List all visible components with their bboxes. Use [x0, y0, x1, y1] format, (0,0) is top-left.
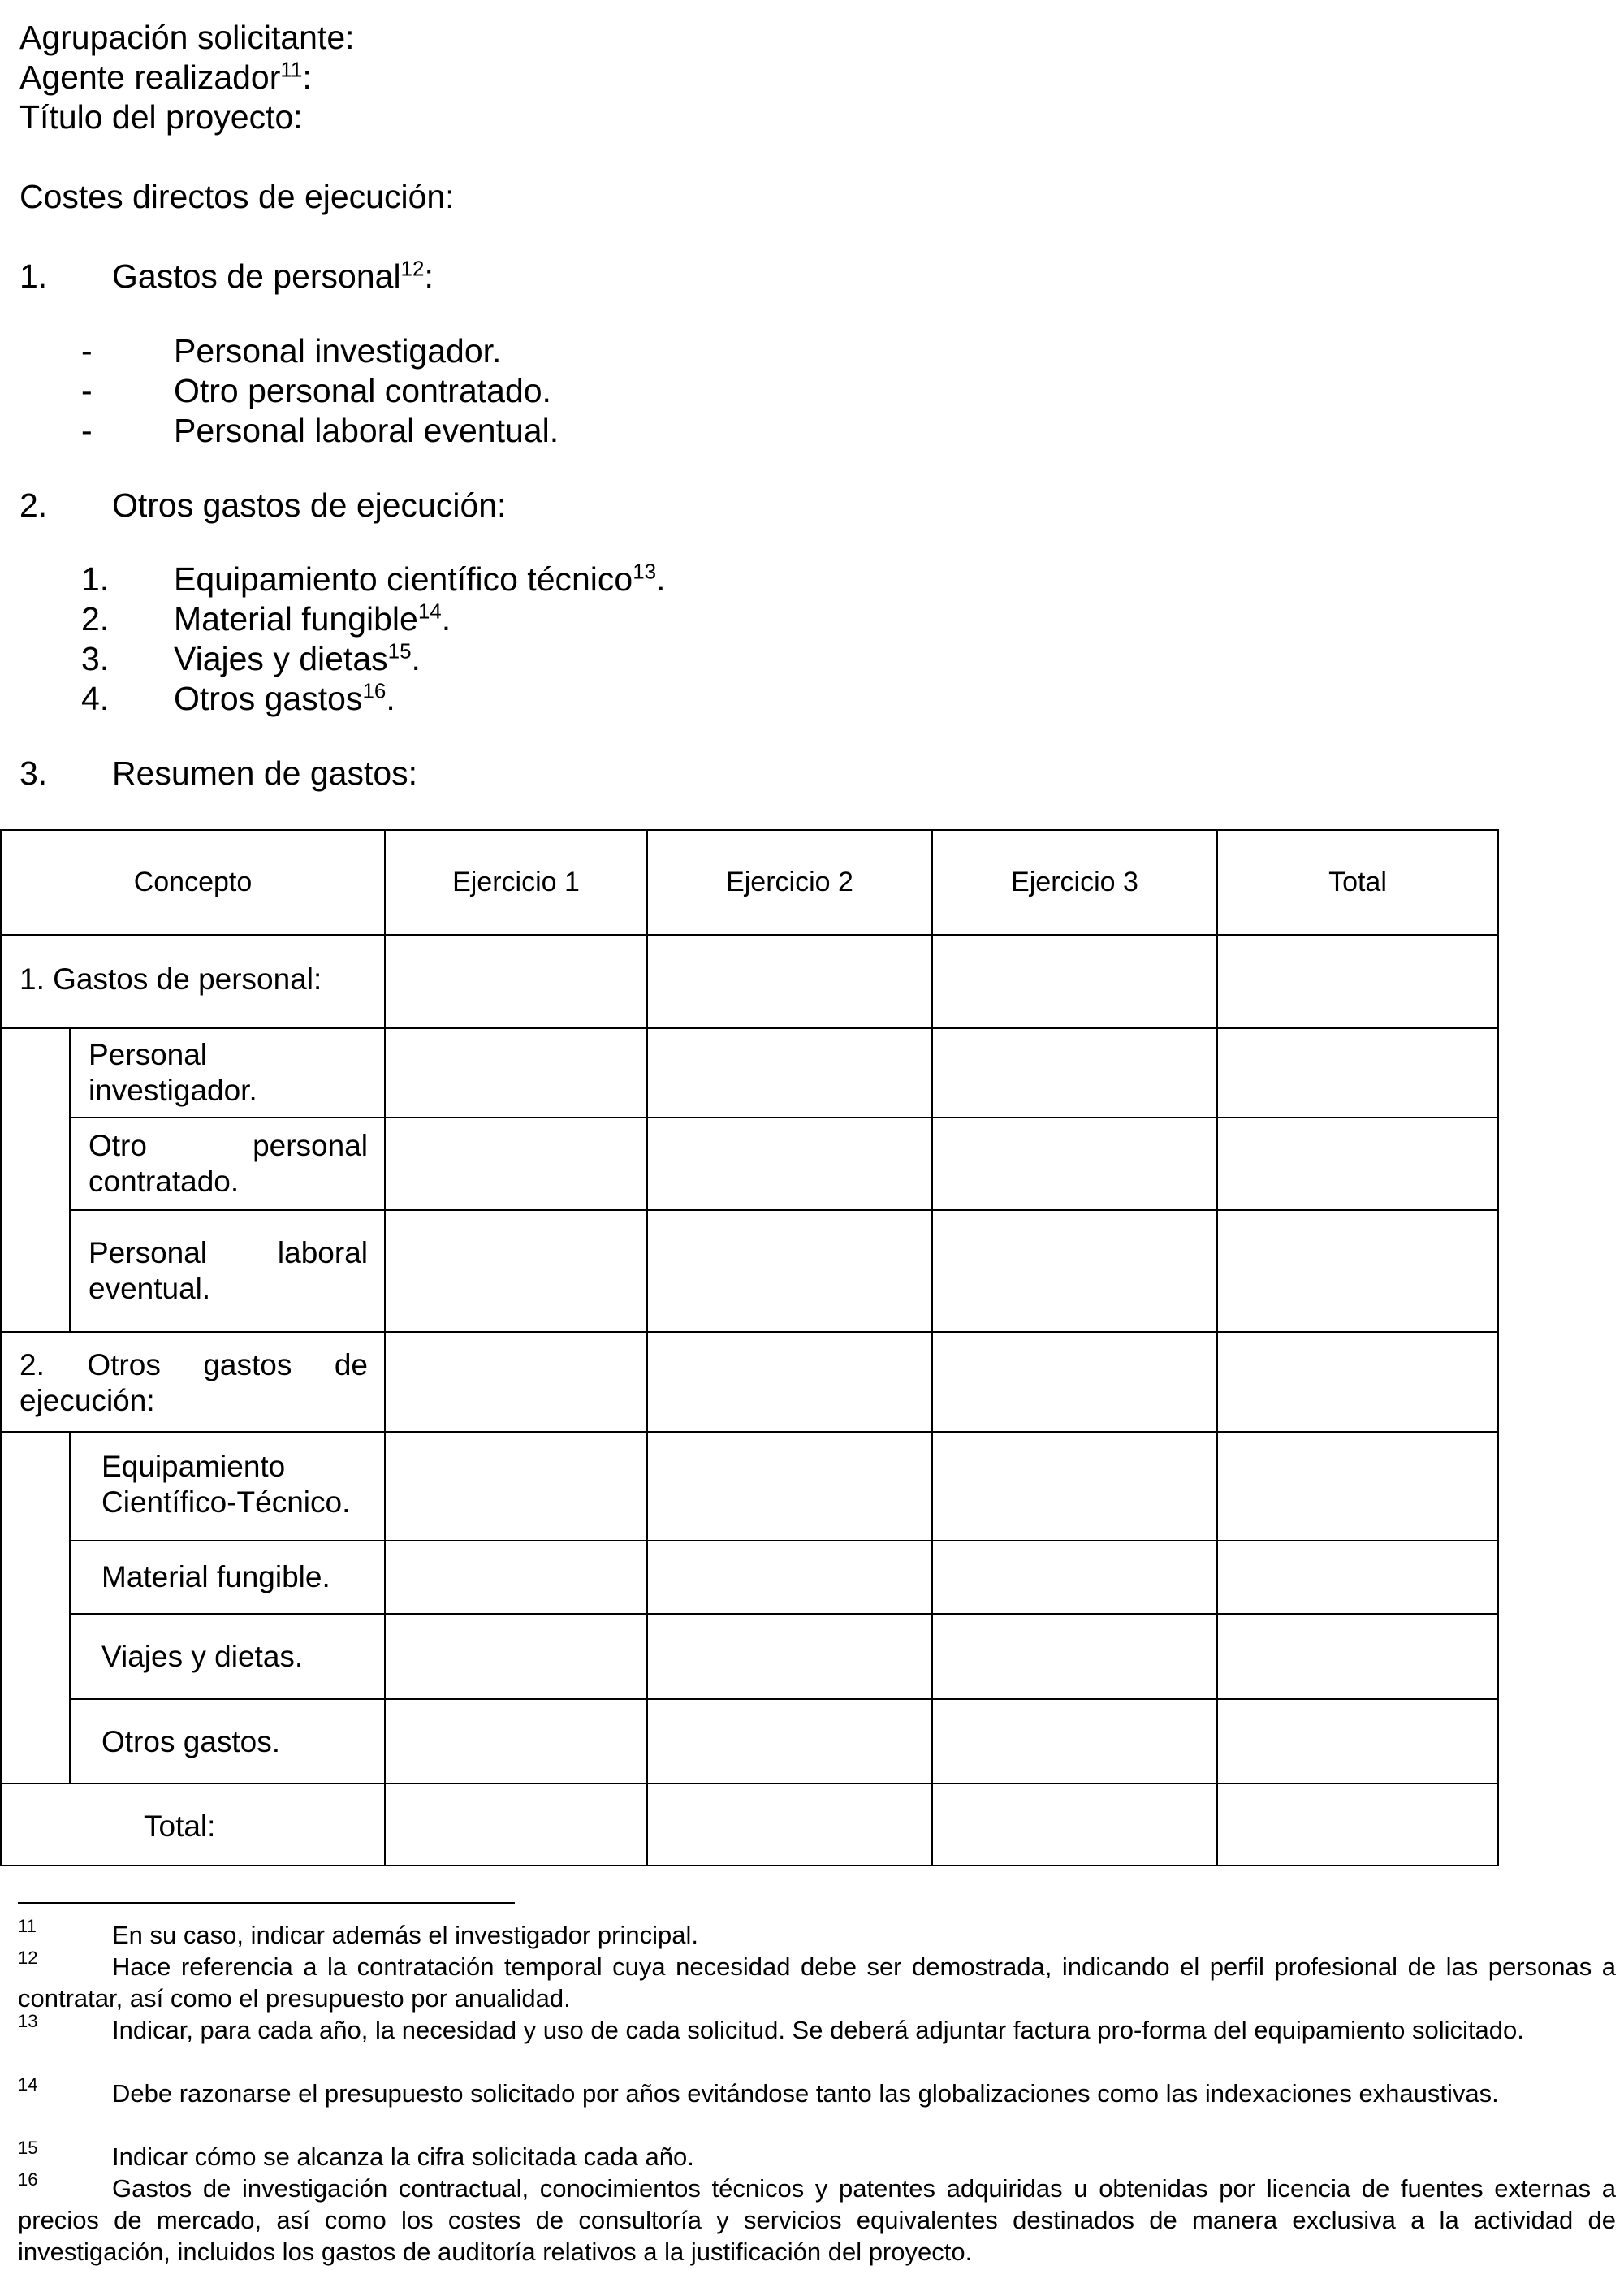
table-cell[interactable] [1216, 1117, 1499, 1211]
list-item-end: . [656, 560, 666, 598]
section1-number: 1. [19, 257, 48, 295]
table-cell[interactable] [1216, 1613, 1499, 1700]
concept-line: investigador. [89, 1074, 257, 1107]
table-cell[interactable] [931, 1209, 1218, 1333]
concept-cell [69, 1698, 386, 1784]
agente-text: Agente realizador [19, 58, 281, 96]
indent-cell [0, 1027, 71, 1333]
concept-line: Personal laboral [89, 1236, 368, 1269]
table-cell[interactable] [384, 1027, 648, 1118]
list-item-label: Material fungible [174, 600, 418, 638]
concept-cell [69, 1540, 386, 1615]
header-total: Total [1216, 829, 1499, 936]
list-item-label: Otros gastos [174, 680, 363, 717]
table-cell[interactable] [384, 1117, 648, 1211]
table-cell[interactable] [931, 1698, 1218, 1784]
table-cell[interactable] [384, 934, 648, 1029]
list-number: 4. [81, 680, 110, 717]
table-cell[interactable] [646, 1027, 933, 1118]
table-cell[interactable] [646, 1331, 933, 1433]
table-cell[interactable] [646, 1117, 933, 1211]
concept-line: eventual. [89, 1272, 211, 1305]
table-cell[interactable] [1216, 1027, 1499, 1118]
footnote-ref: 11 [280, 57, 303, 82]
group-otros-cell [0, 1331, 386, 1433]
total-label: Total: [144, 1810, 216, 1843]
table-cell[interactable] [1216, 1698, 1499, 1784]
table-cell[interactable] [1216, 1540, 1499, 1615]
section2-heading: Otros gastos de ejecución: [112, 486, 507, 524]
table-cell[interactable] [1216, 1783, 1499, 1866]
bullet: - [81, 412, 93, 449]
table-cell[interactable] [646, 1613, 933, 1700]
agente-label [19, 58, 312, 97]
concept-line: Científico-Técnico. [102, 1485, 351, 1519]
concept-line: Material fungible. [102, 1560, 330, 1593]
section2-number: 2. [19, 486, 48, 524]
footnote-text: Hace referencia a la contratación temporal cuya necesidad debe ser demostrada, indicando el perfil profesional de las personas a contratar, así como el presupuesto por anualidad. [18, 1952, 1616, 2013]
footnote-text: En su caso, indicar además el investigador principal. [112, 1921, 698, 1949]
group-label: 1. Gastos de personal: [19, 962, 322, 996]
indent-cell [0, 1431, 71, 1784]
footnote-ref: 12 [400, 256, 425, 281]
table-cell[interactable] [646, 1209, 933, 1333]
footnote-ref: 15 [387, 638, 412, 664]
total-label-cell [0, 1783, 386, 1866]
list-number: 3. [81, 640, 110, 677]
footnote-number: 12 [18, 1948, 38, 1968]
list-item-end: . [441, 600, 451, 638]
group-label: ejecución: [19, 1384, 155, 1417]
table-cell[interactable] [384, 1613, 648, 1700]
footnote-number: 11 [18, 1916, 37, 1936]
concept-cell [69, 1613, 386, 1700]
table-cell[interactable] [646, 934, 933, 1029]
bullet: - [81, 372, 93, 409]
agente-colon: : [302, 58, 312, 96]
list-number: 2. [81, 600, 110, 638]
concept-line: Otro personal [89, 1129, 368, 1162]
section3-heading: Resumen de gastos: [112, 755, 418, 792]
list-item-label: Viajes y dietas [174, 640, 388, 677]
agrupacion-label: Agrupación solicitante: [19, 19, 355, 56]
footnote-ref: 13 [633, 559, 657, 584]
footnote-number: 13 [18, 2011, 38, 2031]
footnote-ref: 16 [362, 678, 387, 703]
table-cell[interactable] [384, 1783, 648, 1866]
table-cell[interactable] [931, 1783, 1218, 1866]
concept-cell [69, 1117, 386, 1211]
concept-line: Otros gastos. [102, 1725, 281, 1758]
table-cell[interactable] [931, 1431, 1218, 1541]
table-cell[interactable] [646, 1783, 933, 1866]
table-cell[interactable] [1216, 1209, 1499, 1333]
list-item-end: . [411, 640, 421, 677]
table-cell[interactable] [646, 1698, 933, 1784]
table-cell[interactable] [384, 1209, 648, 1333]
list-item: Personal laboral eventual. [174, 412, 559, 449]
group-label: 2. Otros gastos de [19, 1348, 368, 1381]
concept-cell [69, 1209, 386, 1333]
list-item: Otro personal contratado. [174, 372, 551, 409]
list-item-end: . [386, 680, 395, 717]
list-item [174, 599, 451, 638]
costes-heading: Costes directos de ejecución: [19, 178, 455, 215]
list-item: Personal investigador. [174, 332, 502, 370]
table-cell[interactable] [384, 1540, 648, 1615]
footnote-text: Debe razonarse el presupuesto solicitado por años evitándose tanto las globalizaciones como las indexaciones exhaustivas. [112, 2079, 1499, 2108]
section1-colon: : [424, 257, 434, 295]
table-cell[interactable] [646, 1540, 933, 1615]
table-cell[interactable] [384, 1331, 648, 1433]
table-cell[interactable] [1216, 1431, 1499, 1541]
section1-heading [112, 257, 434, 296]
table-cell[interactable] [384, 1431, 648, 1541]
concept-line: Viajes y dietas. [102, 1640, 304, 1673]
header-ejercicio-1: Ejercicio 1 [384, 829, 648, 936]
table-cell[interactable] [646, 1431, 933, 1541]
footnote-text: Gastos de investigación contractual, conocimientos técnicos y patentes adquiridas u obtenidas por licencia de fuentes externas a precios de mercado, así como los costes de consultoría y servicios equivalentes destinados de manera exclusiva a la actividad de investigación, incluidos los gastos de auditoría relativos a la justificación del proyecto. [18, 2174, 1616, 2266]
table-cell[interactable] [931, 1117, 1218, 1211]
table-cell[interactable] [931, 1613, 1218, 1700]
table-cell[interactable] [384, 1698, 648, 1784]
table-cell[interactable] [931, 1331, 1218, 1433]
header-ejercicio-2: Ejercicio 2 [646, 829, 933, 936]
table-cell[interactable] [1216, 1331, 1499, 1433]
list-number: 1. [81, 560, 110, 598]
table-cell[interactable] [931, 1540, 1218, 1615]
concept-cell [69, 1027, 386, 1118]
footnote-separator [18, 1902, 515, 1904]
section3-number: 3. [19, 755, 48, 792]
list-item [174, 639, 421, 678]
footnote-number: 14 [18, 2074, 38, 2095]
table-cell[interactable] [931, 1027, 1218, 1118]
footnote-number: 15 [18, 2138, 38, 2158]
concept-line: Equipamiento [102, 1450, 286, 1483]
bullet: - [81, 332, 93, 370]
group-personal-cell [0, 934, 386, 1029]
list-item [174, 679, 395, 718]
concept-line: Personal [89, 1038, 208, 1071]
section1-label: Gastos de personal [112, 257, 401, 295]
table-cell[interactable] [1216, 934, 1499, 1029]
titulo-label: Título del proyecto: [19, 98, 303, 136]
expense-summary-table [0, 829, 1499, 1866]
concept-line: contratado. [89, 1165, 240, 1198]
header-concepto: Concepto [0, 829, 386, 936]
footnote-number: 16 [18, 2169, 38, 2190]
footnote-text: Indicar cómo se alcanza la cifra solicitada cada año. [112, 2142, 694, 2171]
list-item-label: Equipamiento científico técnico [174, 560, 633, 598]
list-item [174, 560, 666, 599]
table-cell[interactable] [931, 934, 1218, 1029]
footnote-text: Indicar, para cada año, la necesidad y uso de cada solicitud. Se deberá adjuntar factura pro-forma del equipamiento solicitado. [112, 2016, 1524, 2044]
concept-cell [69, 1431, 386, 1541]
header-ejercicio-3: Ejercicio 3 [931, 829, 1218, 936]
footnote-ref: 14 [417, 599, 442, 624]
